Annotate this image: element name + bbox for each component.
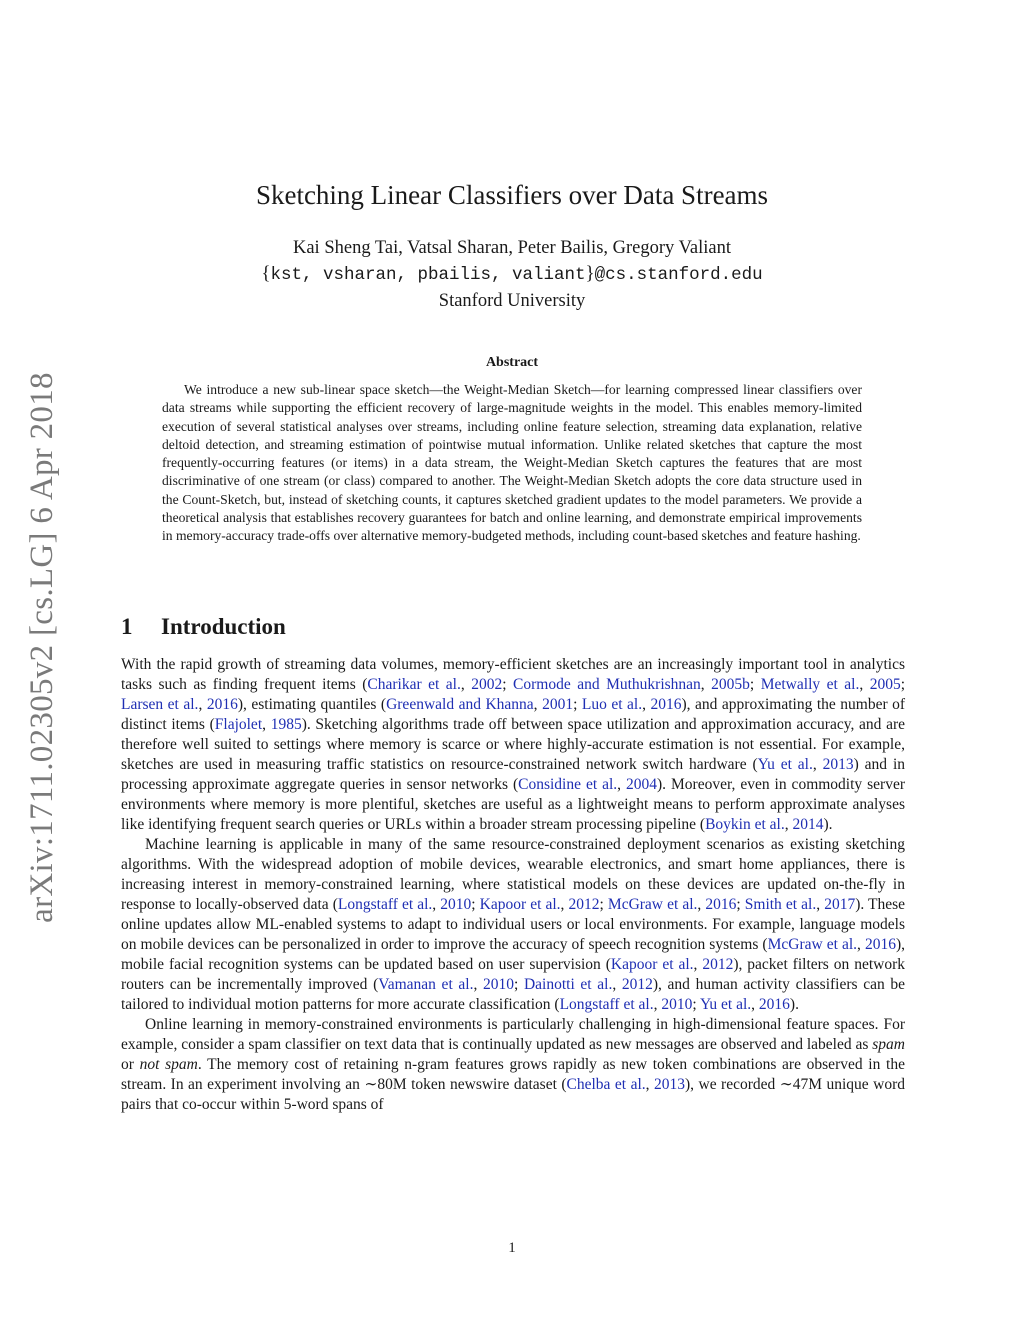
intro-paragraph-1 bbox=[121, 655, 905, 835]
arxiv-identifier[interactable]: arXiv:1711.02305v2 [cs.LG] 6 Apr 2018 bbox=[23, 372, 60, 923]
citation-year-link[interactable]: 2016 bbox=[206, 696, 238, 713]
citation-year-link[interactable]: 2016 bbox=[864, 936, 896, 953]
introduction-body bbox=[121, 655, 905, 1115]
text-run: , bbox=[642, 696, 651, 713]
citation-link[interactable]: Luo et al. bbox=[581, 696, 643, 713]
intro-paragraph-3 bbox=[121, 1015, 905, 1115]
text-run: , bbox=[617, 776, 626, 793]
citation-link[interactable]: Cormode and Muthukrishnan bbox=[513, 676, 701, 693]
citation-year-link[interactable]: 2017 bbox=[824, 896, 856, 913]
citation-year-link[interactable]: 2004 bbox=[626, 776, 657, 793]
author-emails[interactable] bbox=[0, 263, 1024, 285]
section-number: 1 bbox=[121, 614, 133, 639]
citation-year-link[interactable]: 2016 bbox=[650, 696, 682, 713]
citation-link[interactable]: Yu et al. bbox=[699, 996, 752, 1013]
text-run: , bbox=[262, 716, 271, 733]
citation-year-link[interactable]: 2002 bbox=[471, 676, 503, 693]
emphasis-spam: spam bbox=[872, 1036, 905, 1053]
paper-title: Sketching Linear Classifiers over Data Streams bbox=[255, 180, 769, 210]
citation-link[interactable]: Chelba et al. bbox=[566, 1076, 646, 1093]
text-run: , bbox=[653, 996, 662, 1013]
citation-link[interactable]: Kapoor et al. bbox=[610, 956, 694, 973]
citation-year-link[interactable]: 2013 bbox=[822, 756, 854, 773]
citation-link[interactable]: Smith et al. bbox=[744, 896, 817, 913]
text-run: , bbox=[432, 896, 441, 913]
citation-year-link[interactable]: 2012 bbox=[621, 976, 653, 993]
text-run: , bbox=[859, 676, 870, 693]
citation-year-link[interactable]: 2016 bbox=[705, 896, 737, 913]
author-list: Kai Sheng Tai, Vatsal Sharan, Peter Bailis, Gregory Valiant bbox=[292, 238, 731, 258]
text-run: ; bbox=[736, 896, 745, 913]
text-run: ), and approximating the number of distinct items ( bbox=[121, 696, 906, 733]
citation-link[interactable]: Charikar et al. bbox=[367, 676, 461, 693]
affiliation: Stanford University bbox=[438, 291, 586, 311]
citation-year-link[interactable]: 2005b bbox=[711, 676, 750, 693]
text-run: ). bbox=[823, 816, 833, 833]
citation-year-link[interactable]: 2016 bbox=[758, 996, 790, 1013]
text-run: , bbox=[784, 816, 793, 833]
abstract-heading: Abstract bbox=[485, 355, 539, 370]
citation-year-link[interactable]: 2010 bbox=[661, 996, 693, 1013]
citation-link[interactable]: McGraw et al. bbox=[607, 896, 698, 913]
citation-link[interactable]: McGraw et al. bbox=[767, 936, 858, 953]
arxiv-side-stamp bbox=[20, 360, 64, 935]
abstract-text: We introduce a new sub-linear space sketch—the Weight-Median Sketch—for learning compressed linear classifiers over data streams while supporting the efficient recovery of large-magnitude weights in the model. This enables memory-limited execution of several statistical analyses over streams, including online feature selection, streaming data explanation, relative deltoid detection, and streaming estimation of pointwise mutual information. Unlike related sketches that capture the most frequently-occurring features (or items) in a data stream, the Weight-Median Sketch captures the features that are most discriminative of one stream (or class) compared to another. The Weight-Median Sketch adopts the core data structure used in the Count-Sketch, but, instead of sketching counts, it captures sketched gradient updates to the model parameters. We provide a theoretical analysis that establishes recovery guarantees for batch and online learning, and demonstrate empirical improvements in memory-accuracy trade-offs over alternative memory-budgeted methods, including count-based sketches and feature hashing. bbox=[162, 382, 862, 544]
citation-link[interactable]: Larsen et al. bbox=[121, 696, 199, 713]
text-run: ; bbox=[749, 676, 761, 693]
citation-year-link[interactable]: 2005 bbox=[869, 676, 901, 693]
text-run: Machine learning is applicable in many of the same resource-constrained deployment scenarios as existing sketching algorithms. With the widespread adoption of mobile devices, wearable electronics, and smart home appliances, there is increasing interest in memory-constrained learning, where statistical models on these devices are updated on-the-fly in response to locally-observed data ( bbox=[121, 836, 905, 913]
citation-link[interactable]: Vamanan et al. bbox=[378, 976, 474, 993]
text-run: ; bbox=[471, 896, 480, 913]
text-run: With the rapid growth of streaming data volumes, memory-efficient sketches are an increasingly important tool in analytics tasks such as finding frequent items ( bbox=[121, 656, 905, 693]
citation-link[interactable]: Boykin et al. bbox=[705, 816, 785, 833]
text-run: ), estimating quantiles ( bbox=[237, 696, 387, 713]
text-run: , bbox=[857, 936, 865, 953]
text-run: . The memory cost of retaining n-gram features grows rapidly as new token combinations are observed in the stream. In an experiment involving an ∼80M token newswire dataset ( bbox=[121, 1056, 905, 1093]
citation-link[interactable]: Metwally et al. bbox=[760, 676, 860, 693]
email-close-brace: } bbox=[585, 263, 595, 284]
citation-link[interactable]: Greenwald and Khanna bbox=[386, 696, 534, 713]
text-run: , bbox=[198, 696, 207, 713]
text-run: , bbox=[473, 976, 483, 993]
text-run: ), packet filters on network routers can be incrementally improved ( bbox=[121, 956, 906, 993]
citation-link[interactable]: Yu et al. bbox=[757, 756, 813, 773]
citation-year-link[interactable]: 2013 bbox=[654, 1076, 685, 1093]
citation-year-link[interactable]: 2012 bbox=[568, 896, 600, 913]
citation-link[interactable]: Longstaff et al. bbox=[337, 896, 433, 913]
text-run: , bbox=[700, 676, 712, 693]
text-run: , bbox=[697, 896, 706, 913]
text-run: , bbox=[693, 956, 703, 973]
text-run: , bbox=[533, 696, 543, 713]
citation-year-link[interactable]: 2012 bbox=[702, 956, 734, 973]
citation-year-link[interactable]: 2014 bbox=[792, 816, 824, 833]
text-run: ) and in processing approximate aggregate queries in sensor networks ( bbox=[121, 756, 905, 793]
emphasis-not-spam: not spam bbox=[139, 1056, 198, 1073]
text-run: ; bbox=[692, 996, 700, 1013]
text-run: ), we recorded ∼47M unique word pairs that co-occur within 5-word spans of bbox=[121, 1076, 905, 1113]
text-run: , bbox=[812, 756, 823, 773]
citation-year-link[interactable]: 1985 bbox=[270, 716, 302, 733]
text-run: , bbox=[560, 896, 569, 913]
text-run: , bbox=[460, 676, 472, 693]
text-run: ), mobile facial recognition systems can be updated based on user supervision ( bbox=[121, 936, 905, 973]
email-open-brace: { bbox=[261, 263, 271, 284]
text-run: ; bbox=[514, 976, 524, 993]
text-run: , bbox=[612, 976, 622, 993]
email-domain: @cs.stanford.edu bbox=[594, 265, 763, 285]
citation-year-link[interactable]: 2001 bbox=[542, 696, 574, 713]
citation-link[interactable]: Flajolet bbox=[214, 716, 263, 733]
section-heading bbox=[121, 614, 905, 640]
citation-link[interactable]: Kapoor et al. bbox=[479, 896, 561, 913]
citation-year-link[interactable]: 2010 bbox=[483, 976, 514, 993]
citation-link[interactable]: Considine et al. bbox=[518, 776, 618, 793]
page-number: 1 bbox=[508, 1240, 516, 1256]
text-run: ; bbox=[900, 676, 906, 693]
citation-link[interactable]: Dainotti et al. bbox=[523, 976, 613, 993]
text-run: ; bbox=[502, 676, 514, 693]
text-run: or bbox=[121, 1056, 140, 1073]
text-run: ). Sketching algorithms trade off between space utilization and approximation accuracy, and are therefore well suited to settings where memory is scarce or where highly-accurate estimation is not essential. For example, sketches are used in measuring traffic statistics on resource-constrained network switch hardware ( bbox=[121, 716, 906, 773]
text-run: ; bbox=[573, 696, 582, 713]
text-run: ). Moreover, even in commodity server environments where memory is more plentiful, sketches are useful as a lightweight means to perform approximate analyses like identifying frequent search queries or URLs within a broader stream processing pipeline ( bbox=[121, 776, 905, 833]
citation-year-link[interactable]: 2010 bbox=[440, 896, 472, 913]
text-run: ), and human activity classifiers can be tailored to individual motion patterns for more accurate classification ( bbox=[121, 976, 905, 1013]
text-run: , bbox=[751, 996, 759, 1013]
intro-paragraph-2 bbox=[121, 835, 905, 1015]
text-run: ; bbox=[599, 896, 608, 913]
text-run: Online learning in memory-constrained environments is particularly challenging in high-dimensional feature spaces. For example, consider a spam classifier on text data that is continually updated as new messages are observed and labeled as bbox=[121, 1016, 905, 1053]
text-run: , bbox=[645, 1076, 654, 1093]
citation-link[interactable]: Longstaff et al. bbox=[559, 996, 654, 1013]
text-run: ). bbox=[789, 996, 799, 1013]
section-title: Introduction bbox=[161, 614, 286, 639]
abstract-body bbox=[162, 381, 862, 546]
text-run: , bbox=[816, 896, 825, 913]
text-run: ). These online updates allow ML-enabled systems to adapt to individual users or local environments. For example, language models on mobile devices can be personalized in order to improve the accuracy of speech recognition systems ( bbox=[121, 896, 906, 953]
email-usernames: kst, vsharan, pbailis, valiant bbox=[270, 265, 586, 285]
